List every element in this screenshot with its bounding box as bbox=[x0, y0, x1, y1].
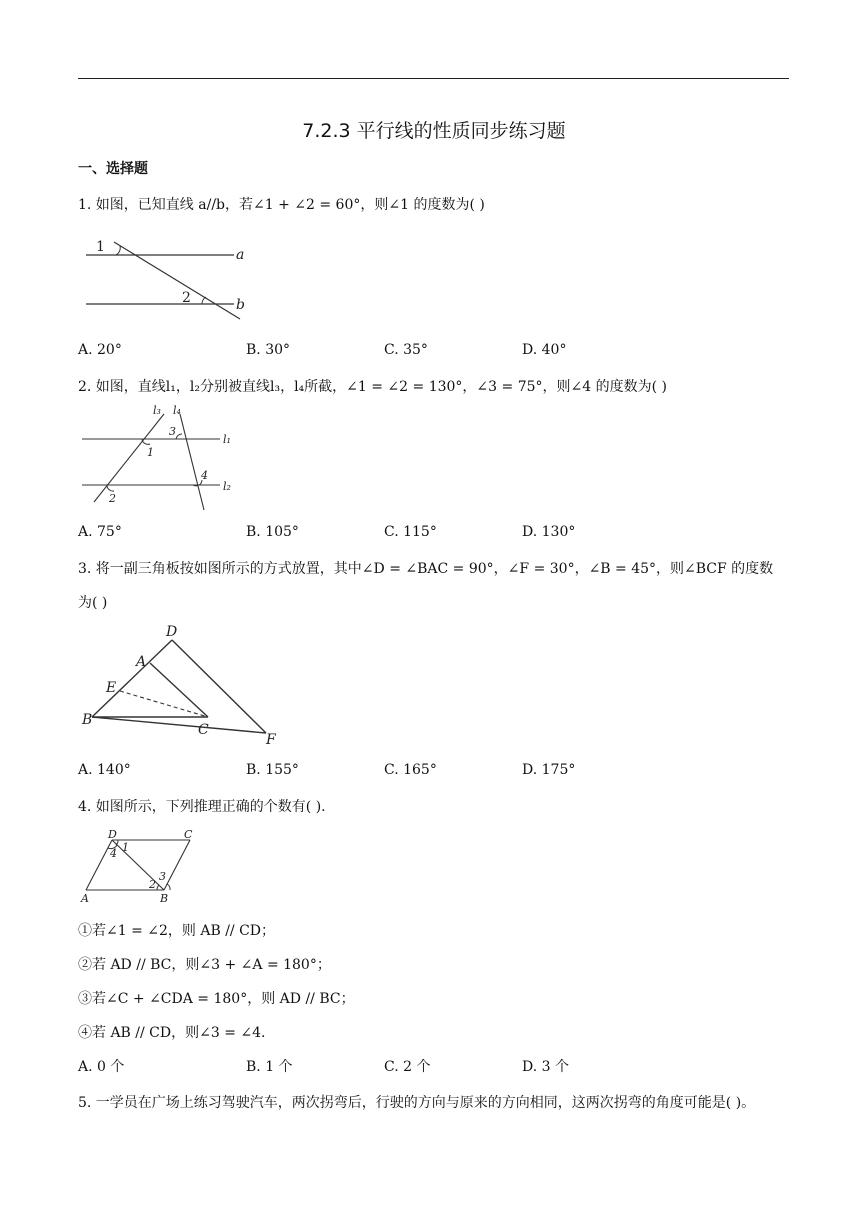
side-BF bbox=[92, 717, 266, 733]
header-rule bbox=[78, 78, 789, 79]
q2-option-c: C. 115° bbox=[384, 524, 437, 540]
side-AC bbox=[150, 663, 208, 717]
question-2-text: 2. 如图，直线l₁，l₂分别被直线l₃，l₄所截，∠1 = ∠2 = 130°，∠3 = 75°，则∠4 的度数为( ) bbox=[78, 379, 667, 395]
angle-4-label: 4 bbox=[201, 469, 208, 482]
q2-option-b: B. 105° bbox=[246, 524, 299, 540]
q1-option-b: B. 30° bbox=[246, 342, 291, 358]
angle-4-label: 4 bbox=[110, 847, 117, 860]
vertex-B-label: B bbox=[82, 712, 93, 728]
vertex-A-label: A bbox=[136, 654, 147, 670]
question-4-text: 4. 如图所示，下列推理正确的个数有( ). bbox=[78, 799, 326, 815]
vertex-F-label: F bbox=[266, 732, 276, 748]
q3-option-b: B. 155° bbox=[246, 762, 299, 778]
statement-3: ③若∠C + ∠CDA = 180°，则 AD // BC； bbox=[78, 991, 355, 1007]
angle-1-label: 1 bbox=[147, 446, 154, 459]
side-DB bbox=[92, 640, 172, 717]
q3-option-c: C. 165° bbox=[384, 762, 437, 778]
question-4-figure bbox=[78, 826, 208, 906]
l3-label: l₃ bbox=[153, 404, 161, 417]
vertex-D-label: D bbox=[166, 624, 178, 640]
line-l4 bbox=[180, 414, 204, 510]
line-a-label: a bbox=[236, 247, 245, 263]
question-2-figure bbox=[80, 402, 240, 512]
question-5-text: 5. 一学员在广场上练习驾驶汽车，两次拐弯后，行驶的方向与原来的方向相同，这两次拐弯的角度可能是( )。 bbox=[78, 1095, 756, 1111]
side-CB bbox=[164, 840, 190, 890]
vertex-B-label: B bbox=[160, 892, 169, 905]
vertex-A-label: A bbox=[81, 892, 89, 905]
question-3-figure bbox=[80, 622, 280, 746]
statement-2: ②若 AD // BC，则∠3 + ∠A = 180°； bbox=[78, 957, 331, 973]
vertex-C-label: C bbox=[184, 828, 193, 841]
angle-1-label: 1 bbox=[122, 841, 129, 854]
angle-2-label: 2 bbox=[109, 492, 116, 505]
side-DA bbox=[86, 840, 112, 890]
statement-4: ④若 AB // CD，则∠3 = ∠4. bbox=[78, 1025, 266, 1041]
line-b-label: b bbox=[236, 297, 245, 313]
question-3-text-line2: 为( ) bbox=[78, 595, 108, 611]
q4-option-c: C. 2 个 bbox=[384, 1059, 431, 1075]
q1-option-d: D. 40° bbox=[522, 342, 567, 358]
q2-option-a: A. 75° bbox=[78, 524, 122, 540]
statement-1: ①若∠1 = ∠2，则 AB // CD； bbox=[78, 923, 276, 939]
vertex-D-label: D bbox=[108, 828, 117, 841]
question-3-text-line1: 3. 将一副三角板按如图所示的方式放置，其中∠D = ∠BAC = 90°，∠F = 30°，∠B = 45°，则∠BCF 的度数 bbox=[78, 561, 774, 577]
angle-2-label: 2 bbox=[182, 290, 191, 306]
angle-1-label: 1 bbox=[96, 239, 105, 255]
q1-option-a: A. 20° bbox=[78, 342, 122, 358]
vertex-E-label: E bbox=[106, 680, 117, 696]
q2-option-d: D. 130° bbox=[522, 524, 576, 540]
l4-label: l₄ bbox=[173, 404, 181, 417]
q3-option-a: A. 140° bbox=[78, 762, 131, 778]
angle-2-label: 2 bbox=[149, 878, 156, 891]
q3-option-d: D. 175° bbox=[522, 762, 576, 778]
vertex-C-label: C bbox=[198, 722, 209, 738]
q4-option-a: A. 0 个 bbox=[78, 1059, 125, 1075]
l2-label: l₂ bbox=[223, 480, 231, 493]
angle-3-label: 3 bbox=[169, 425, 176, 438]
transversal bbox=[114, 242, 240, 319]
section-heading: 一、选择题 bbox=[78, 161, 148, 177]
l1-label: l₁ bbox=[223, 433, 231, 446]
side-DF bbox=[172, 640, 266, 733]
q4-option-d: D. 3 个 bbox=[522, 1059, 569, 1075]
diagonal-DB bbox=[112, 840, 164, 890]
page-title: 7.2.3 平行线的性质同步练习题 bbox=[302, 120, 566, 142]
angle-3-label: 3 bbox=[159, 870, 166, 883]
question-1-figure bbox=[84, 234, 254, 324]
question-1-text: 1. 如图，已知直线 a//b，若∠1 + ∠2 = 60°，则∠1 的度数为( ) bbox=[78, 197, 485, 213]
q4-option-b: B. 1 个 bbox=[246, 1059, 293, 1075]
q1-option-c: C. 35° bbox=[384, 342, 428, 358]
